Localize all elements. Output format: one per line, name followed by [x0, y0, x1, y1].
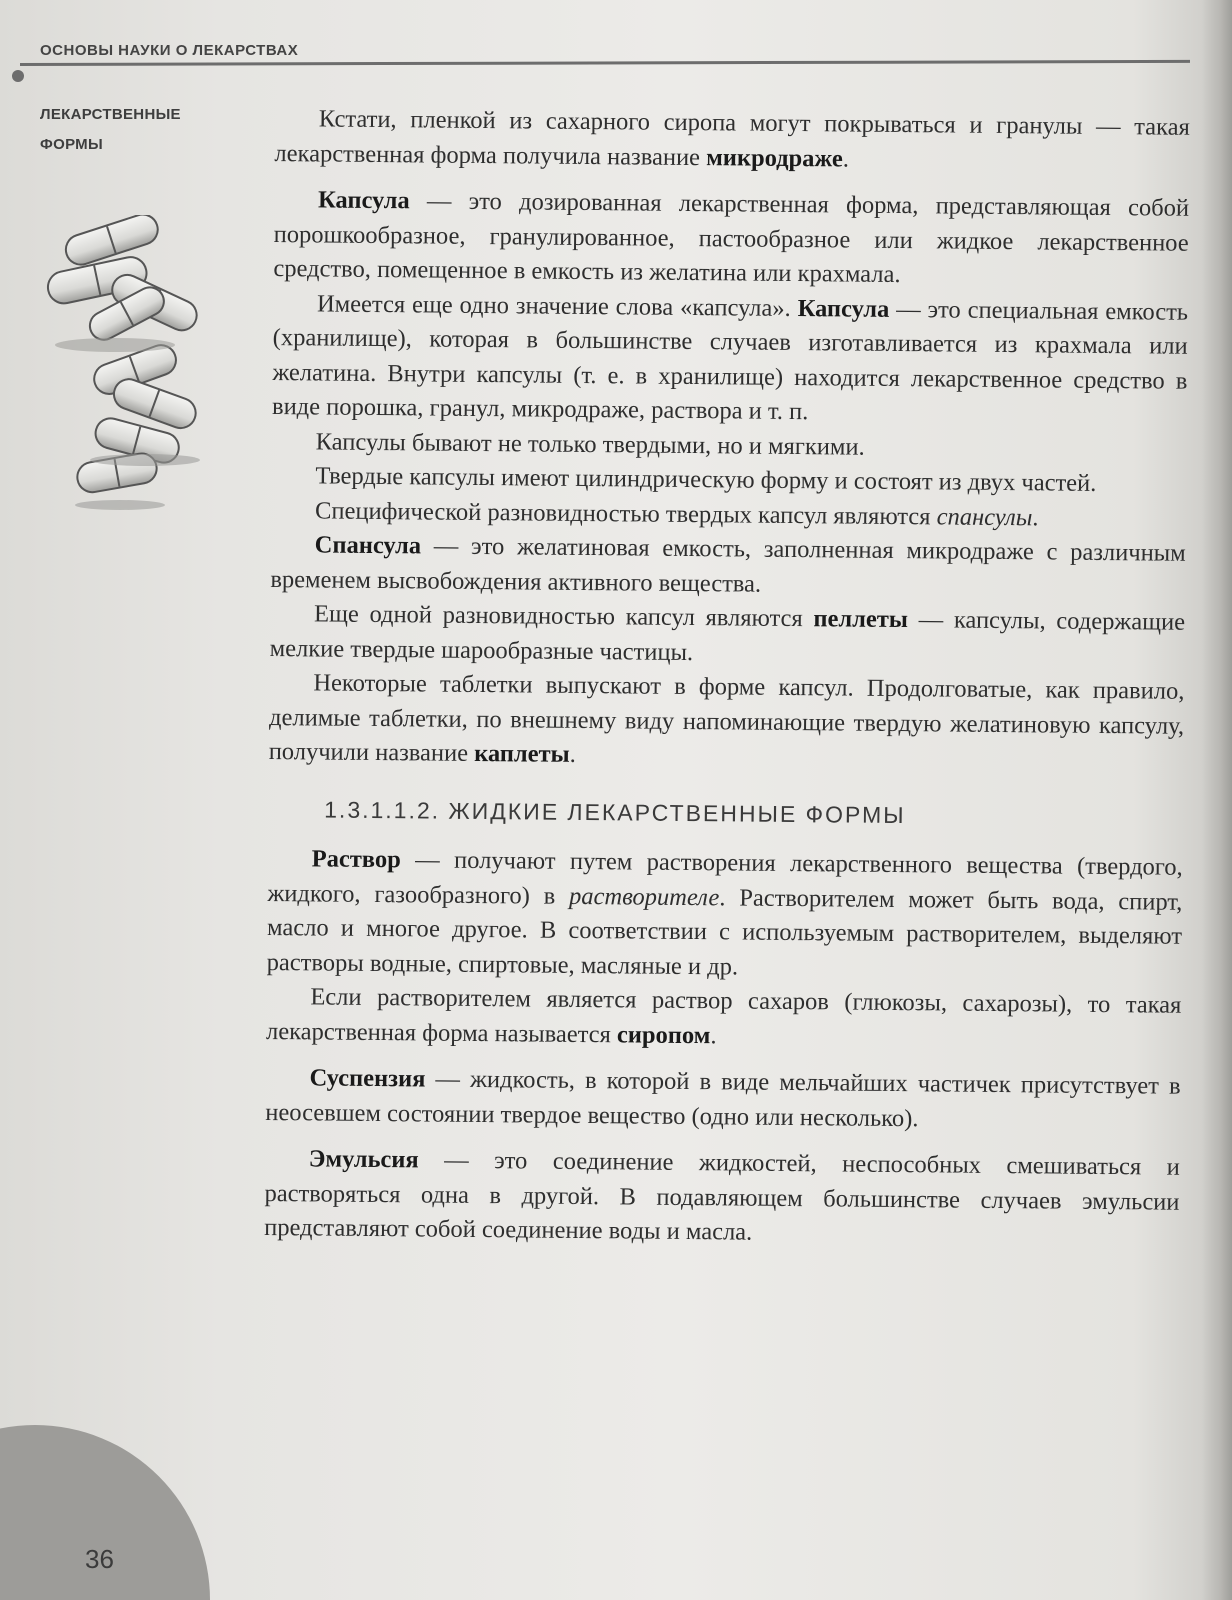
paragraph-spansule: Спансула — это желатиновая емкость, заполненная микродраже с различным временем высвобождения активного вещества.: [270, 531, 1186, 598]
running-title: ОСНОВЫ НАУКИ О ЛЕКАРСТВАХ: [40, 42, 299, 59]
paragraph-capsule-definition: Капсула — это дозированная лекарственная форма, представляющая собой порошкообразное, гранулированное, пастообразное или жидкое лекарственное средство, помещенное в емкость из желатина или крахмала.: [273, 186, 1190, 289]
paragraph-solution: Раствор — получают путем растворения лекарственного вещества (твердого, жидкого, газообразного) в растворителе. Растворителем может быть вода, спирт, масло и многое другое. В соответствии с используемым растворителем, выделяют растворы водные, спиртовые, масляные и др.: [266, 845, 1183, 980]
paragraph-pellets: Еще одной разновидностью капсул являются пеллеты — капсулы, содержащие мелкие твердые шарообразные частицы.: [269, 600, 1186, 666]
paragraph-hard-capsules: Твердые капсулы имеют цилиндрическую форму и состоят из двух частей.: [315, 462, 1097, 497]
paragraph-caplets: Некоторые таблетки выпускают в форме капсул. Продолговатые, как правило, делимые таблетки, по внешнему виду напоминающие твердую желатиновую капсулу, получили название каплеты.: [268, 669, 1185, 768]
section-label: [40, 100, 181, 160]
paragraph-suspension: Суспензия — жидкость, в которой в виде мельчайших частичек присутствует в неосевшем состоянии твердое вещество (одно или несколько).: [265, 1064, 1181, 1132]
header-rule: [20, 60, 1190, 66]
subheading-liquid-forms: 1.3.1.1.2. ЖИДКИЕ ЛЕКАРСТВЕННЫЕ ФОРМЫ: [324, 796, 906, 828]
paragraph-syrup: Если растворителем является раствор сахаров (глюкозы, сахарозы), то такая лекарственная форма называется сиропом.: [265, 983, 1182, 1049]
main-text-column: [264, 102, 1190, 1254]
paragraph-microdragee: Кстати, пленкой из сахарного сиропа могут покрываться и гранулы — такая лекарственная форма получила название микродраже.: [274, 105, 1190, 173]
paragraph-spansule-intro: Специфической разновидностью твердых капсул являются спансулы.: [314, 496, 1039, 531]
paragraph-capsule-types: Капсулы бывают не только твердыми, но и мягкими.: [315, 427, 865, 461]
page-edge-shadow: [1202, 0, 1232, 1600]
capsules-illustration-icon: [40, 215, 220, 515]
paragraph-emulsion: Эмульсия — это соединение жидкостей, неспособных смешиваться и растворяться одна в другой. В подавляющем большинстве случаев эмульсии представляют собой соединение воды и масла.: [264, 1145, 1180, 1246]
page-number: 36: [85, 1544, 114, 1574]
paragraph-capsule-second-meaning: Имеется еще одно значение слова «капсула». Капсула — это специальная емкость (хранилище), которая в большинстве случаев изготавливается из крахмала или желатина. Внутри капсулы (т. е. в хранилище) находится лекарственное средство в виде порошка, гранул, микродраже, раствора и т. п.: [271, 289, 1189, 426]
section-label-line-2: ФОРМЫ: [40, 136, 103, 153]
section-label-line-1: ЛЕКАРСТВЕННЫЕ: [40, 106, 181, 123]
header-rule-dot: [12, 70, 24, 82]
